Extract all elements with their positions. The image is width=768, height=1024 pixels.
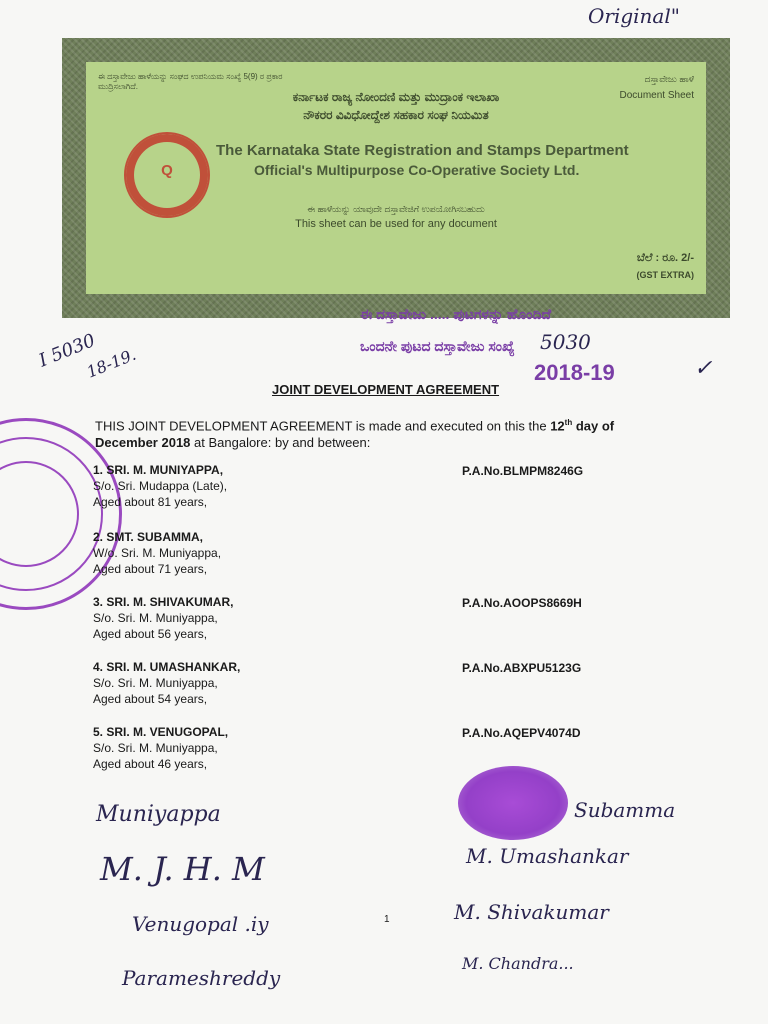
party-name: 3. SRI. M. SHIVAKUMAR, [93, 595, 234, 609]
signature-1: Muniyappa [96, 802, 221, 827]
document-heading: JOINT DEVELOPMENT AGREEMENT [272, 382, 500, 397]
party-name: 2. SMT. SUBAMMA, [93, 530, 204, 544]
stamp-note: ಈ ದಸ್ತಾವೇಜು ಹಾಳೆಯನ್ನು ಸಂಘದ ಉಪನಿಯಮ ಸಂಖ್ಯೆ 5(9) ರ ಪ್ರಕಾರ ಮುದ್ರಿಸಲಾಗಿದೆ. [98, 72, 283, 91]
seal-letter: Q [161, 162, 173, 179]
party-age: Aged about 56 years, [93, 627, 208, 641]
party-age: Aged about 54 years, [93, 692, 208, 706]
intro-text: THIS JOINT DEVELOPMENT AGREEMENT is made and executed on this the [95, 418, 551, 434]
signature-2: M. J. H. M [100, 850, 265, 888]
party-age: Aged about 71 years, [93, 562, 208, 576]
party-age: Aged about 46 years, [93, 757, 208, 771]
intro-date: December 2018 [95, 435, 191, 451]
society-title-kn-line1: ಕರ್ನಾಟಕ ರಾಜ್ಯ ನೋಂದಣಿ ಮತ್ತು ಮುದ್ರಾಂಕ ಇಲಾಖಾ [292, 90, 500, 104]
price-label: ಬೆಲೆ : ರೂ. 2/- [636, 252, 694, 264]
signature-5: Subamma [574, 798, 676, 822]
signature-3: Venugopal .iy [132, 912, 269, 936]
usage-note-kn: ಈ ಹಾಳೆಯನ್ನು ಯಾವುದೇ ದಸ್ತಾವೇಜಿಗೆ ಉಪಯೋಗಿಸಬಹುದು [307, 204, 485, 214]
tick-mark: ✓ [694, 356, 713, 381]
party-relation: S/o. Sri. M. Muniyappa, [93, 676, 218, 690]
signature-7: M. Shivakumar [454, 900, 609, 924]
intro-day-word: day of [572, 418, 615, 434]
party-name: 5. SRI. M. VENUGOPAL, [93, 725, 229, 739]
society-title-line1: The Karnataka State Registration and Stamps Department [216, 142, 629, 159]
usage-note: This sheet can be used for any document [295, 218, 497, 230]
original-annotation: Original" [588, 4, 680, 28]
signature-4: Parameshreddy [122, 966, 281, 990]
party-relation: S/o. Sri. M. Muniyappa, [93, 611, 218, 625]
thumb-impression [458, 766, 568, 840]
party-name: 1. SRI. M. MUNIYAPPA, [93, 463, 224, 477]
society-seal [124, 132, 210, 218]
party-5-pan: P.A.No.AQEPV4074D [462, 726, 581, 740]
party-1-pan: P.A.No.BLMPM8246G [462, 464, 584, 478]
agreement-intro [95, 414, 700, 451]
stamp-paper-panel [86, 62, 706, 294]
intro-text-end: at Bangalore: by and between: [190, 435, 371, 451]
margin-year: 18-19. [84, 344, 139, 382]
party-age: Aged about 81 years, [93, 495, 208, 509]
party-3-pan: P.A.No.AOOPS8669H [462, 596, 582, 610]
stamp-paper-header [62, 38, 730, 318]
intro-day: 12 [550, 418, 565, 434]
party-relation: W/o. Sri. M. Muniyappa, [93, 546, 222, 560]
signature-6: M. Umashankar [466, 844, 629, 868]
doc-sheet-label-kn: ದಸ್ತಾವೇಜು ಹಾಳೆ [644, 74, 694, 84]
party-4-pan: P.A.No.ABXPU5123G [462, 661, 582, 675]
party-5 [93, 724, 228, 772]
party-name: 4. SRI. M. UMASHANKAR, [93, 660, 241, 674]
page-number: 1 [384, 914, 390, 925]
registration-pages-stamp: ಈ ದಸ್ತಾವೇಜು ..... ಪುಟಗಳನ್ನು ಹೊಂದಿದೆ [360, 306, 552, 322]
party-3 [93, 594, 233, 642]
party-1 [93, 462, 227, 510]
signature-8: M. Chandra... [462, 954, 574, 973]
gst-label: (GST EXTRA) [636, 270, 694, 280]
intro-day-suffix: th [564, 418, 573, 427]
society-title-line2: Official's Multipurpose Co-Operative Society Ltd. [254, 162, 580, 178]
registration-year: 2018-19 [534, 360, 615, 385]
registration-number: 5030 [540, 330, 591, 354]
registration-number-label: ಒಂದನೇ ಪುಟದ ದಸ್ತಾವೇಜು ಸಂಖ್ಯೆ [360, 338, 515, 354]
margin-document-number: I 5030 [36, 330, 99, 372]
party-4 [93, 659, 240, 707]
doc-sheet-label: Document Sheet [619, 90, 694, 101]
society-title-kn-line2: ನೌಕರರ ವಿವಿಧೋದ್ದೇಶ ಸಹಕಾರ ಸಂಘ ನಿಯಮಿತ [303, 108, 489, 122]
party-relation: S/o. Sri. Mudappa (Late), [93, 479, 228, 493]
party-2 [93, 529, 221, 577]
party-relation: S/o. Sri. M. Muniyappa, [93, 741, 218, 755]
